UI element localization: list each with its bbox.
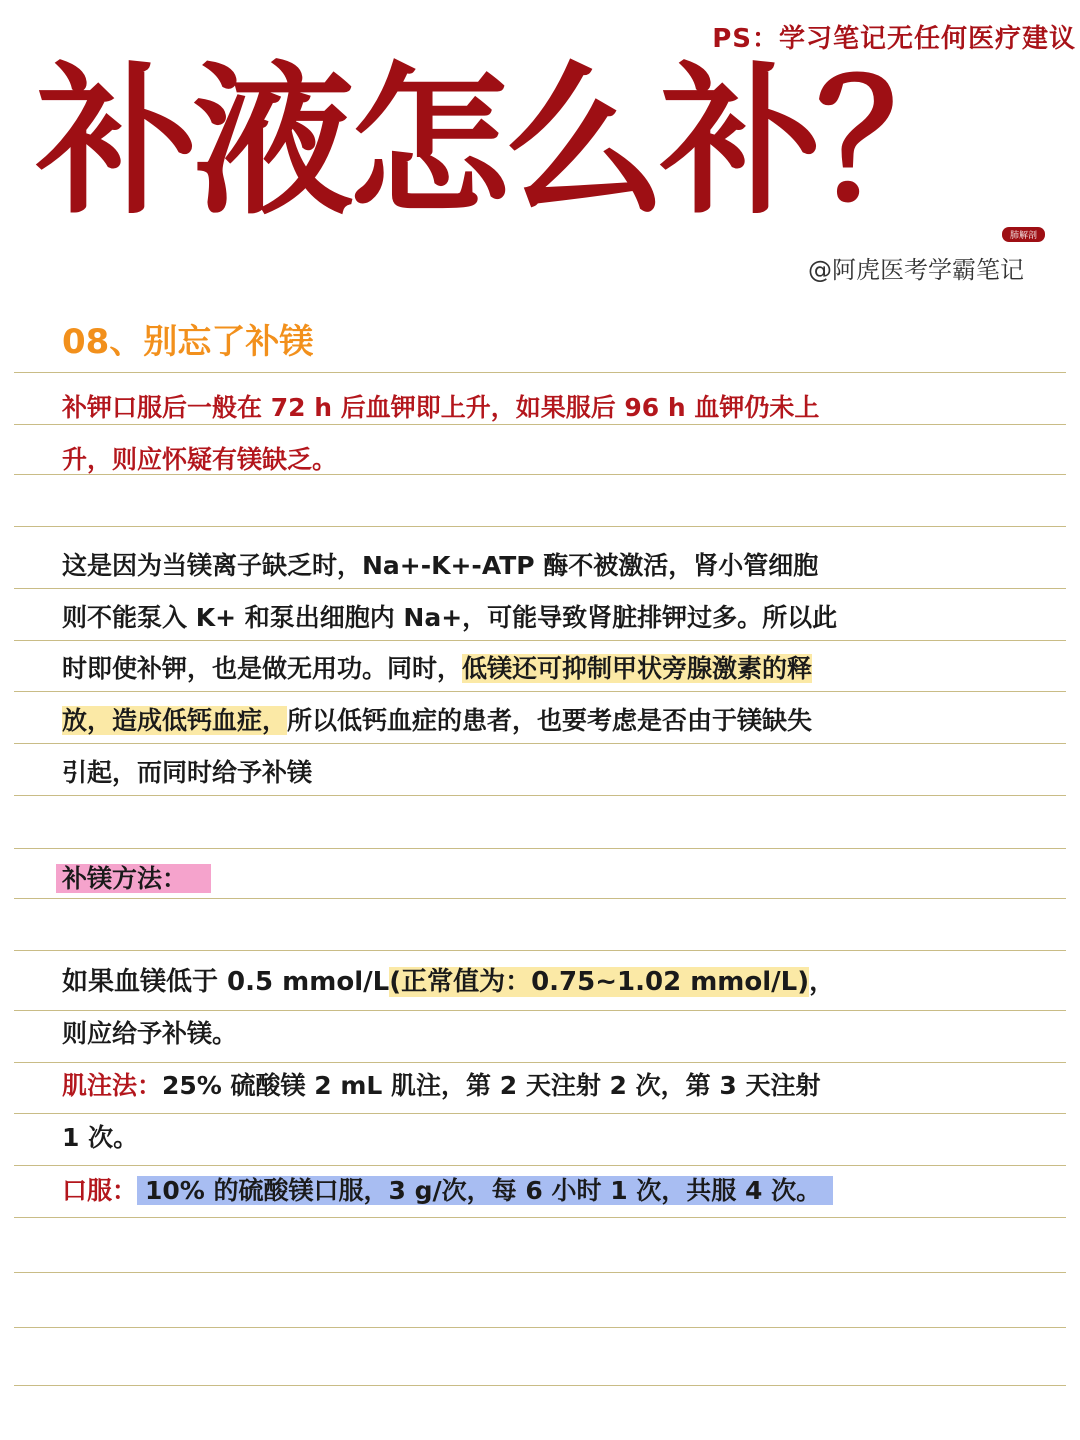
- ruled-line: [14, 1272, 1066, 1273]
- explanation-line-4: [62, 703, 812, 739]
- ruled-line: [14, 1113, 1066, 1114]
- oral-label: 口服：: [62, 1176, 138, 1205]
- section-title: 08、别忘了补镁: [62, 322, 314, 362]
- ruled-line: [14, 743, 1066, 744]
- ruled-line: [14, 372, 1066, 373]
- condition-line-1: [62, 964, 835, 1000]
- ruled-line: [14, 950, 1066, 951]
- im-label: 肌注法：: [62, 1071, 163, 1100]
- explanation-text: 所以低钙血症的患者，也要考虑是否由于镁缺失: [287, 706, 813, 735]
- explanation-line-3: [62, 651, 812, 687]
- ruled-line: [14, 1165, 1066, 1166]
- title-tag-badge: 肺解剖: [1002, 227, 1045, 242]
- disclaimer-note: PS：学习笔记无任何医疗建议: [712, 24, 1076, 54]
- oral-text-highlight: 10% 的硫酸镁口服，3 g/次，每 6 小时 1 次，共服 4 次。: [137, 1176, 833, 1205]
- ruled-line: [14, 1327, 1066, 1328]
- condition-punct: ，: [809, 967, 836, 997]
- explanation-line-2: 则不能泵入 K+ 和泵出细胞内 Na+，可能导致肾脏排钾过多。所以此: [62, 603, 838, 632]
- ruled-line: [14, 691, 1066, 692]
- normal-range-highlight: (正常值为：0.75~1.02 mmol/L): [389, 967, 810, 997]
- method-heading: [62, 861, 211, 897]
- ruled-line: [14, 526, 1066, 527]
- im-method-line-2: 1 次。: [62, 1123, 139, 1152]
- explanation-line-1: 这是因为当镁离子缺乏时，Na+-K+-ATP 酶不被激活，肾小管细胞: [62, 551, 819, 580]
- highlighted-text: 低镁还可抑制甲状旁腺激素的释: [462, 654, 813, 683]
- condition-line-2: 则应给予补镁。: [62, 1019, 238, 1048]
- page-title: 补液怎么补？: [36, 49, 972, 237]
- ruled-line: [14, 1385, 1066, 1386]
- im-text: 25% 硫酸镁 2 mL 肌注，第 2 天注射 2 次，第 3 天注射: [162, 1071, 821, 1100]
- ruled-line: [14, 848, 1066, 849]
- explanation-line-5: 引起，而同时给予补镁: [62, 758, 313, 787]
- ruled-line: [14, 1010, 1066, 1011]
- ruled-line: [14, 795, 1066, 796]
- highlighted-text: 放，造成低钙血症，: [62, 706, 288, 735]
- method-heading-text: 补镁方法：: [56, 864, 211, 893]
- warning-line-1: 补钾口服后一般在 72 h 后血钾即上升，如果服后 96 h 血钾仍未上: [62, 393, 820, 422]
- ruled-line: [14, 898, 1066, 899]
- ruled-line: [14, 1217, 1066, 1218]
- explanation-text: 时即使补钾，也是做无用功。同时，: [62, 654, 463, 683]
- ruled-line: [14, 640, 1066, 641]
- condition-text: 如果血镁低于 0.5 mmol/L: [62, 967, 390, 997]
- ruled-line: [14, 1062, 1066, 1063]
- warning-line-2: 升，则应怀疑有镁缺乏。: [62, 445, 338, 474]
- im-method-line-1: [62, 1068, 820, 1104]
- ruled-line: [14, 588, 1066, 589]
- oral-method-line: [62, 1173, 833, 1209]
- author-handle: @阿虎医考学霸笔记: [808, 256, 1024, 284]
